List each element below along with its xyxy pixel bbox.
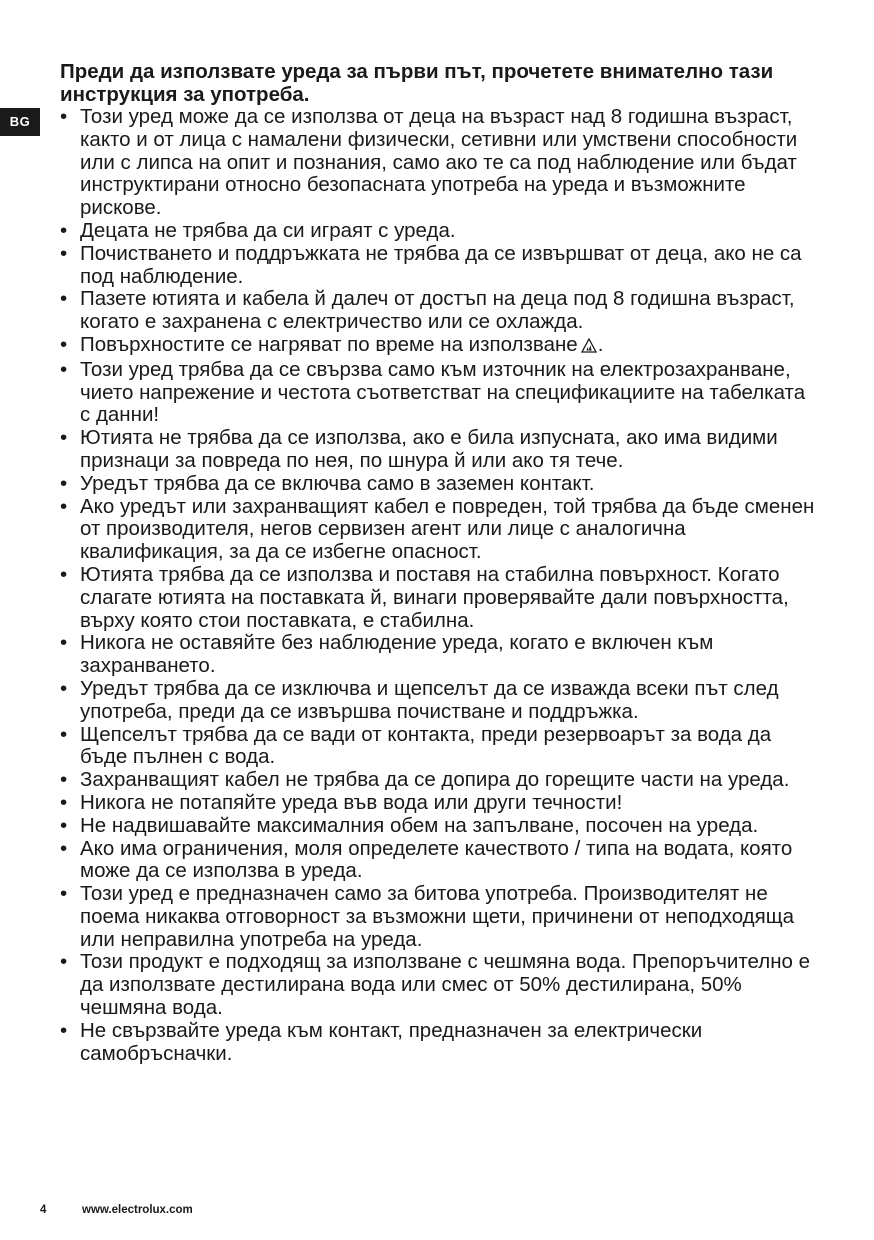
list-item: • Ютията не трябва да се използва, ако е била изпусната, ако има видими признаци за повреда по нея, по шнура й или ако тя тече. — [60, 427, 820, 473]
page-number: 4 — [40, 1204, 47, 1216]
list-item: • Не надвишавайте максималния обем на запълване, посочен на уреда. — [60, 815, 820, 838]
list-item: • Пазете ютията и кабела й далеч от достъп на деца под 8 годишна възраст, когато е захранена с електричество или се охлажда. — [60, 288, 820, 334]
list-item: • Този уред може да се използва от деца на възраст над 8 годишна възраст, както и от лица с намалени физически, сетивни или умствени способности или с липса на опит и познания, само ако те са под наблюдение или бъдат инструктирани относно безопасната употреба на уреда и възможните рискове. — [60, 106, 820, 220]
list-item: • Никога не потапяйте уреда във вода или други течности! — [60, 792, 820, 815]
list-item: • Захранващият кабел не трябва да се допира до горещите части на уреда. — [60, 769, 820, 792]
list-item: • Уредът трябва да се изключва и щепселът да се изважда всеки път след употреба, преди да се извършва почистване и поддръжка. — [60, 678, 820, 724]
safety-rules-list — [60, 106, 820, 1065]
language-tab: BG — [0, 108, 40, 136]
list-item: • Почистването и поддръжката не трябва да се извършват от деца, ако не са под наблюдение. — [60, 243, 820, 289]
list-item: • Ако уредът или захранващият кабел е повреден, той трябва да бъде сменен от производителя, негов сервизен агент или лице с аналогична квалификация, за да се избегне опасност. — [60, 496, 820, 564]
website-link[interactable]: www.electrolux.com — [82, 1204, 193, 1216]
list-item: • Ютията трябва да се използва и поставя на стабилна повърхност. Когато слагате ютията на поставката й, винаги проверявайте дали повърхността, върху която стои поставката, е стабилна. — [60, 564, 820, 632]
list-item: • Никога не оставяйте без наблюдение уреда, когато е включен към захранването. — [60, 632, 820, 678]
hot-surface-warning-icon — [581, 336, 597, 359]
intro-heading: Преди да използвате уреда за първи път, прочетете внимателно тази инструкция за употреба. — [60, 60, 774, 106]
list-item: • Не свързвайте уреда към контакт, предназначен за електрически самобръсначки. — [60, 1020, 820, 1066]
page-footer — [40, 1204, 193, 1216]
list-item: • Децата не трябва да си играят с уреда. — [60, 220, 820, 243]
safety-instructions — [60, 60, 820, 1065]
list-item: • Щепселът трябва да се вади от контакта, преди резервоарът за вода да бъде пълнен с вода. — [60, 724, 820, 770]
list-item: • Ако има ограничения, моля определете качеството / типа на водата, която може да се използва в уреда. — [60, 838, 820, 884]
list-item: • Този уред е предназначен само за битова употреба. Производителят не поема никаква отговорност за възможни щети, причинени от неподходяща или неправилна употреба на уреда. — [60, 883, 820, 951]
list-item: • Този продукт е подходящ за използване с чешмяна вода. Препоръчително е да използвате дестилирана вода или смес от 50% дестилирана, 50% чешмяна вода. — [60, 951, 820, 1019]
list-item: • Уредът трябва да се включва само в заземен контакт. — [60, 473, 820, 496]
list-item: • Този уред трябва да се свързва само към източник на електрозахранване, чието напрежение и честота съответстват на спецификациите на табелката с данни! — [60, 359, 820, 427]
list-item: • Повърхностите се нагряват по време на използване . — [60, 334, 820, 359]
